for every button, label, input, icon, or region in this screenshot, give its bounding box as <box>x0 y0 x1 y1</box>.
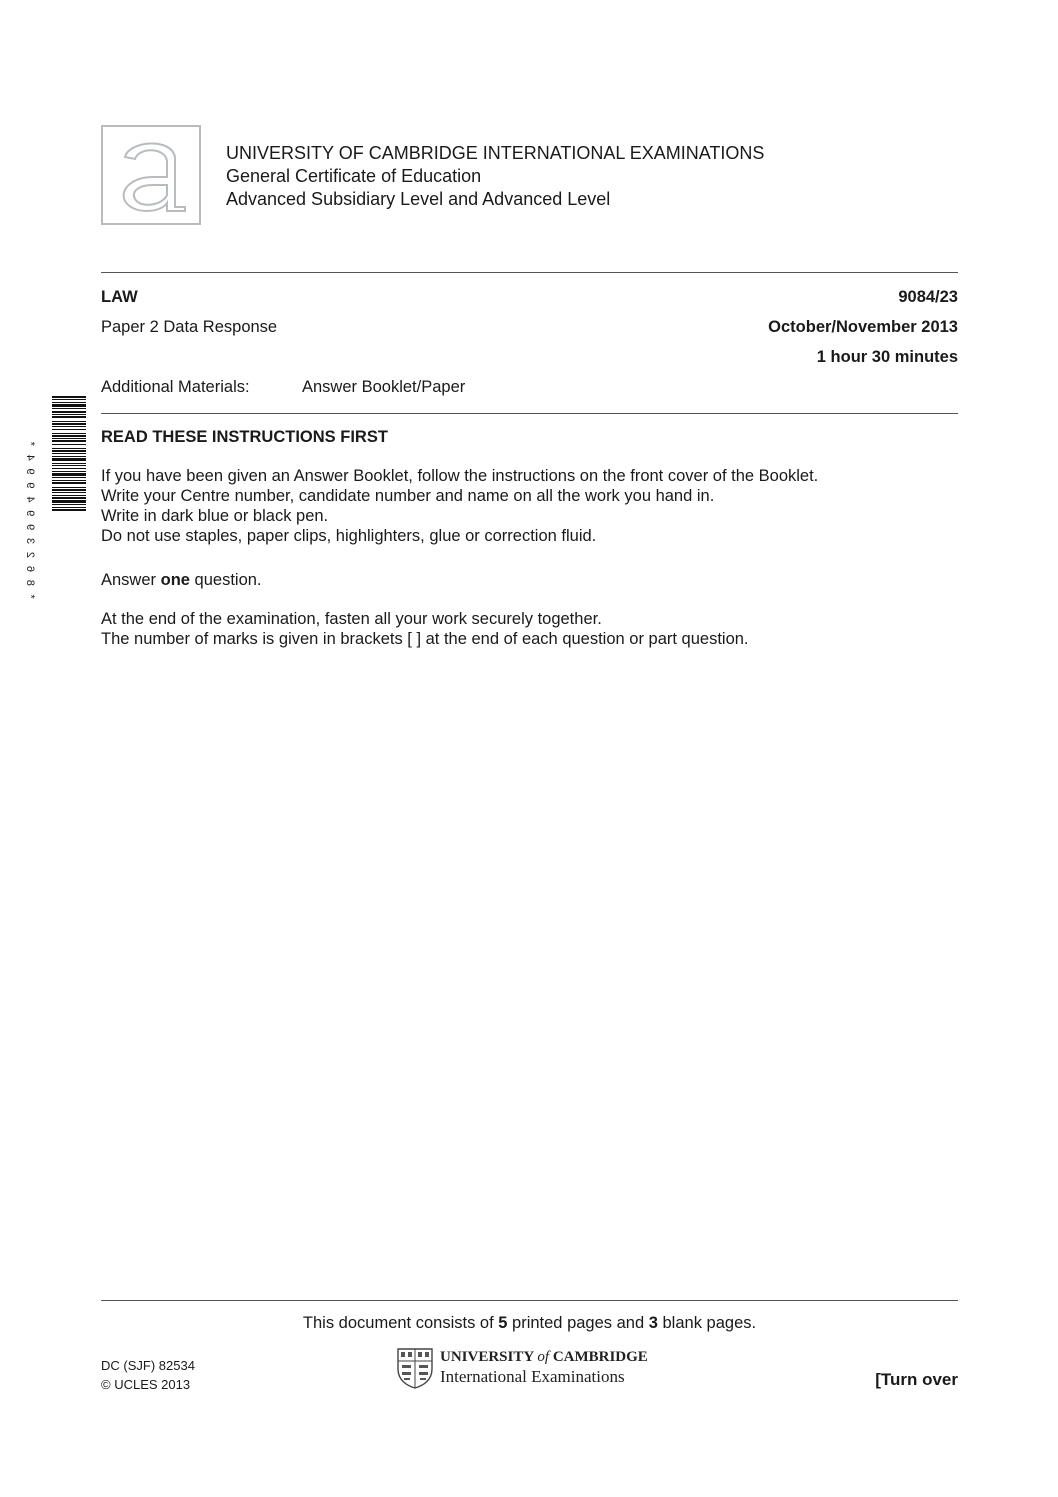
barcode-bar <box>52 414 86 415</box>
barcode-bar <box>52 497 86 499</box>
barcode-bar <box>52 396 86 398</box>
barcode-bar <box>52 477 86 478</box>
copyright-notice: © UCLES 2013 <box>101 1377 191 1392</box>
barcode-bar <box>52 463 86 464</box>
barcode-bar <box>52 507 86 508</box>
footer-divider <box>101 1300 958 1301</box>
barcode-bar <box>52 416 86 418</box>
barcode-bar <box>52 438 86 439</box>
barcode-bar <box>52 482 86 484</box>
barcode-digits <box>23 396 50 600</box>
materials-divider <box>101 413 958 414</box>
instruction-line: If you have been given an Answer Booklet, follow the instructions on the front cover of the Booklet. <box>101 467 819 485</box>
uce-wordmark-line-1 <box>440 1348 648 1366</box>
barcode-bar <box>52 468 86 469</box>
answer-suffix: question. <box>189 571 262 589</box>
barcode-bar <box>52 448 86 449</box>
barcode-bar <box>52 429 86 430</box>
barcode-bar <box>52 408 86 409</box>
header-divider <box>101 272 958 273</box>
instruction-line: Write in dark blue or black pen. <box>101 507 329 525</box>
instructions-block-3 <box>101 609 749 649</box>
instructions-block-1 <box>101 466 818 546</box>
answer-count: one <box>160 571 190 589</box>
materials-value: Answer Booklet/Paper <box>302 378 466 396</box>
subject-name: LAW <box>101 288 138 306</box>
printed-page-count: 5 <box>498 1314 508 1332</box>
barcode-digit-text: *8623994994* <box>23 433 35 600</box>
barcode-bar <box>52 404 86 407</box>
barcode-bar <box>52 444 86 445</box>
barcode-bar <box>52 433 86 434</box>
barcode-bar <box>52 471 86 472</box>
barcode-bar <box>52 465 86 466</box>
barcode-bar <box>52 426 86 427</box>
answer-prefix: Answer <box>101 571 161 589</box>
barcode-bar <box>52 450 86 452</box>
cie-a-logo <box>101 125 201 225</box>
instruction-line: The number of marks is given in brackets [ ] at the end of each question or part question. <box>101 630 749 648</box>
barcode-bar <box>52 411 86 413</box>
uce-wordmark-line-2: International Examinations <box>440 1367 625 1386</box>
candidate-barcode <box>23 396 86 600</box>
document-reference <box>101 1356 195 1394</box>
university-crest-icon <box>396 1347 434 1389</box>
barcode-bar <box>52 504 86 505</box>
barcode-bar <box>52 509 86 511</box>
letter-a-logo-icon <box>103 127 199 223</box>
uce-of: of <box>537 1349 550 1365</box>
barcode-bar <box>52 402 86 403</box>
page-count-note <box>101 1313 958 1333</box>
uce-university: UNIVERSITY <box>440 1349 538 1365</box>
barcode-bar <box>52 480 86 481</box>
page-count-prefix: This document consists of <box>302 1314 499 1332</box>
level-title: Advanced Subsidiary Level and Advanced Level <box>226 189 611 209</box>
materials-label: Additional Materials: <box>101 378 250 396</box>
barcode-bar <box>52 500 86 503</box>
exam-board-title: UNIVERSITY OF CAMBRIDGE INTERNATIONAL EXAMINATIONS <box>226 143 765 163</box>
paper-code: 9084/23 <box>898 288 958 306</box>
barcode-bar <box>52 495 86 496</box>
instructions-heading: READ THESE INSTRUCTIONS FIRST <box>101 428 388 446</box>
barcode-bar <box>52 423 86 425</box>
blank-page-count: 3 <box>648 1314 658 1332</box>
page-count-mid: printed pages and <box>507 1314 649 1332</box>
barcode-bar <box>52 456 86 457</box>
barcode-bar <box>52 440 86 442</box>
instruction-line: Write your Centre number, candidate number and name on all the work you hand in. <box>101 487 715 505</box>
barcode-bar <box>52 421 86 422</box>
barcode-bar <box>52 435 86 437</box>
uce-cambridge: CAMBRIDGE <box>549 1349 648 1365</box>
barcode-bar <box>52 399 86 400</box>
barcode-bar <box>52 492 86 493</box>
exam-session: October/November 2013 <box>768 318 958 336</box>
exam-duration: 1 hour 30 minutes <box>816 348 958 366</box>
barcode-bar <box>52 489 86 491</box>
barcode-bar <box>52 487 86 488</box>
barcode-bar <box>52 453 86 454</box>
certificate-title: General Certificate of Education <box>226 166 482 186</box>
paper-label: Paper 2 Data Response <box>101 318 278 336</box>
turn-over-note: [Turn over <box>875 1370 958 1389</box>
page-count-suffix: blank pages. <box>657 1314 757 1332</box>
answer-instruction <box>101 570 262 590</box>
instruction-line: Do not use staples, paper clips, highlighters, glue or correction fluid. <box>101 527 597 545</box>
cambridge-crest <box>396 1347 434 1389</box>
instruction-line: At the end of the examination, fasten all your work securely together. <box>101 610 602 628</box>
ref-code: DC (SJF) 82534 <box>101 1358 195 1373</box>
barcode-bar <box>52 458 86 461</box>
barcode-bar <box>52 473 86 476</box>
